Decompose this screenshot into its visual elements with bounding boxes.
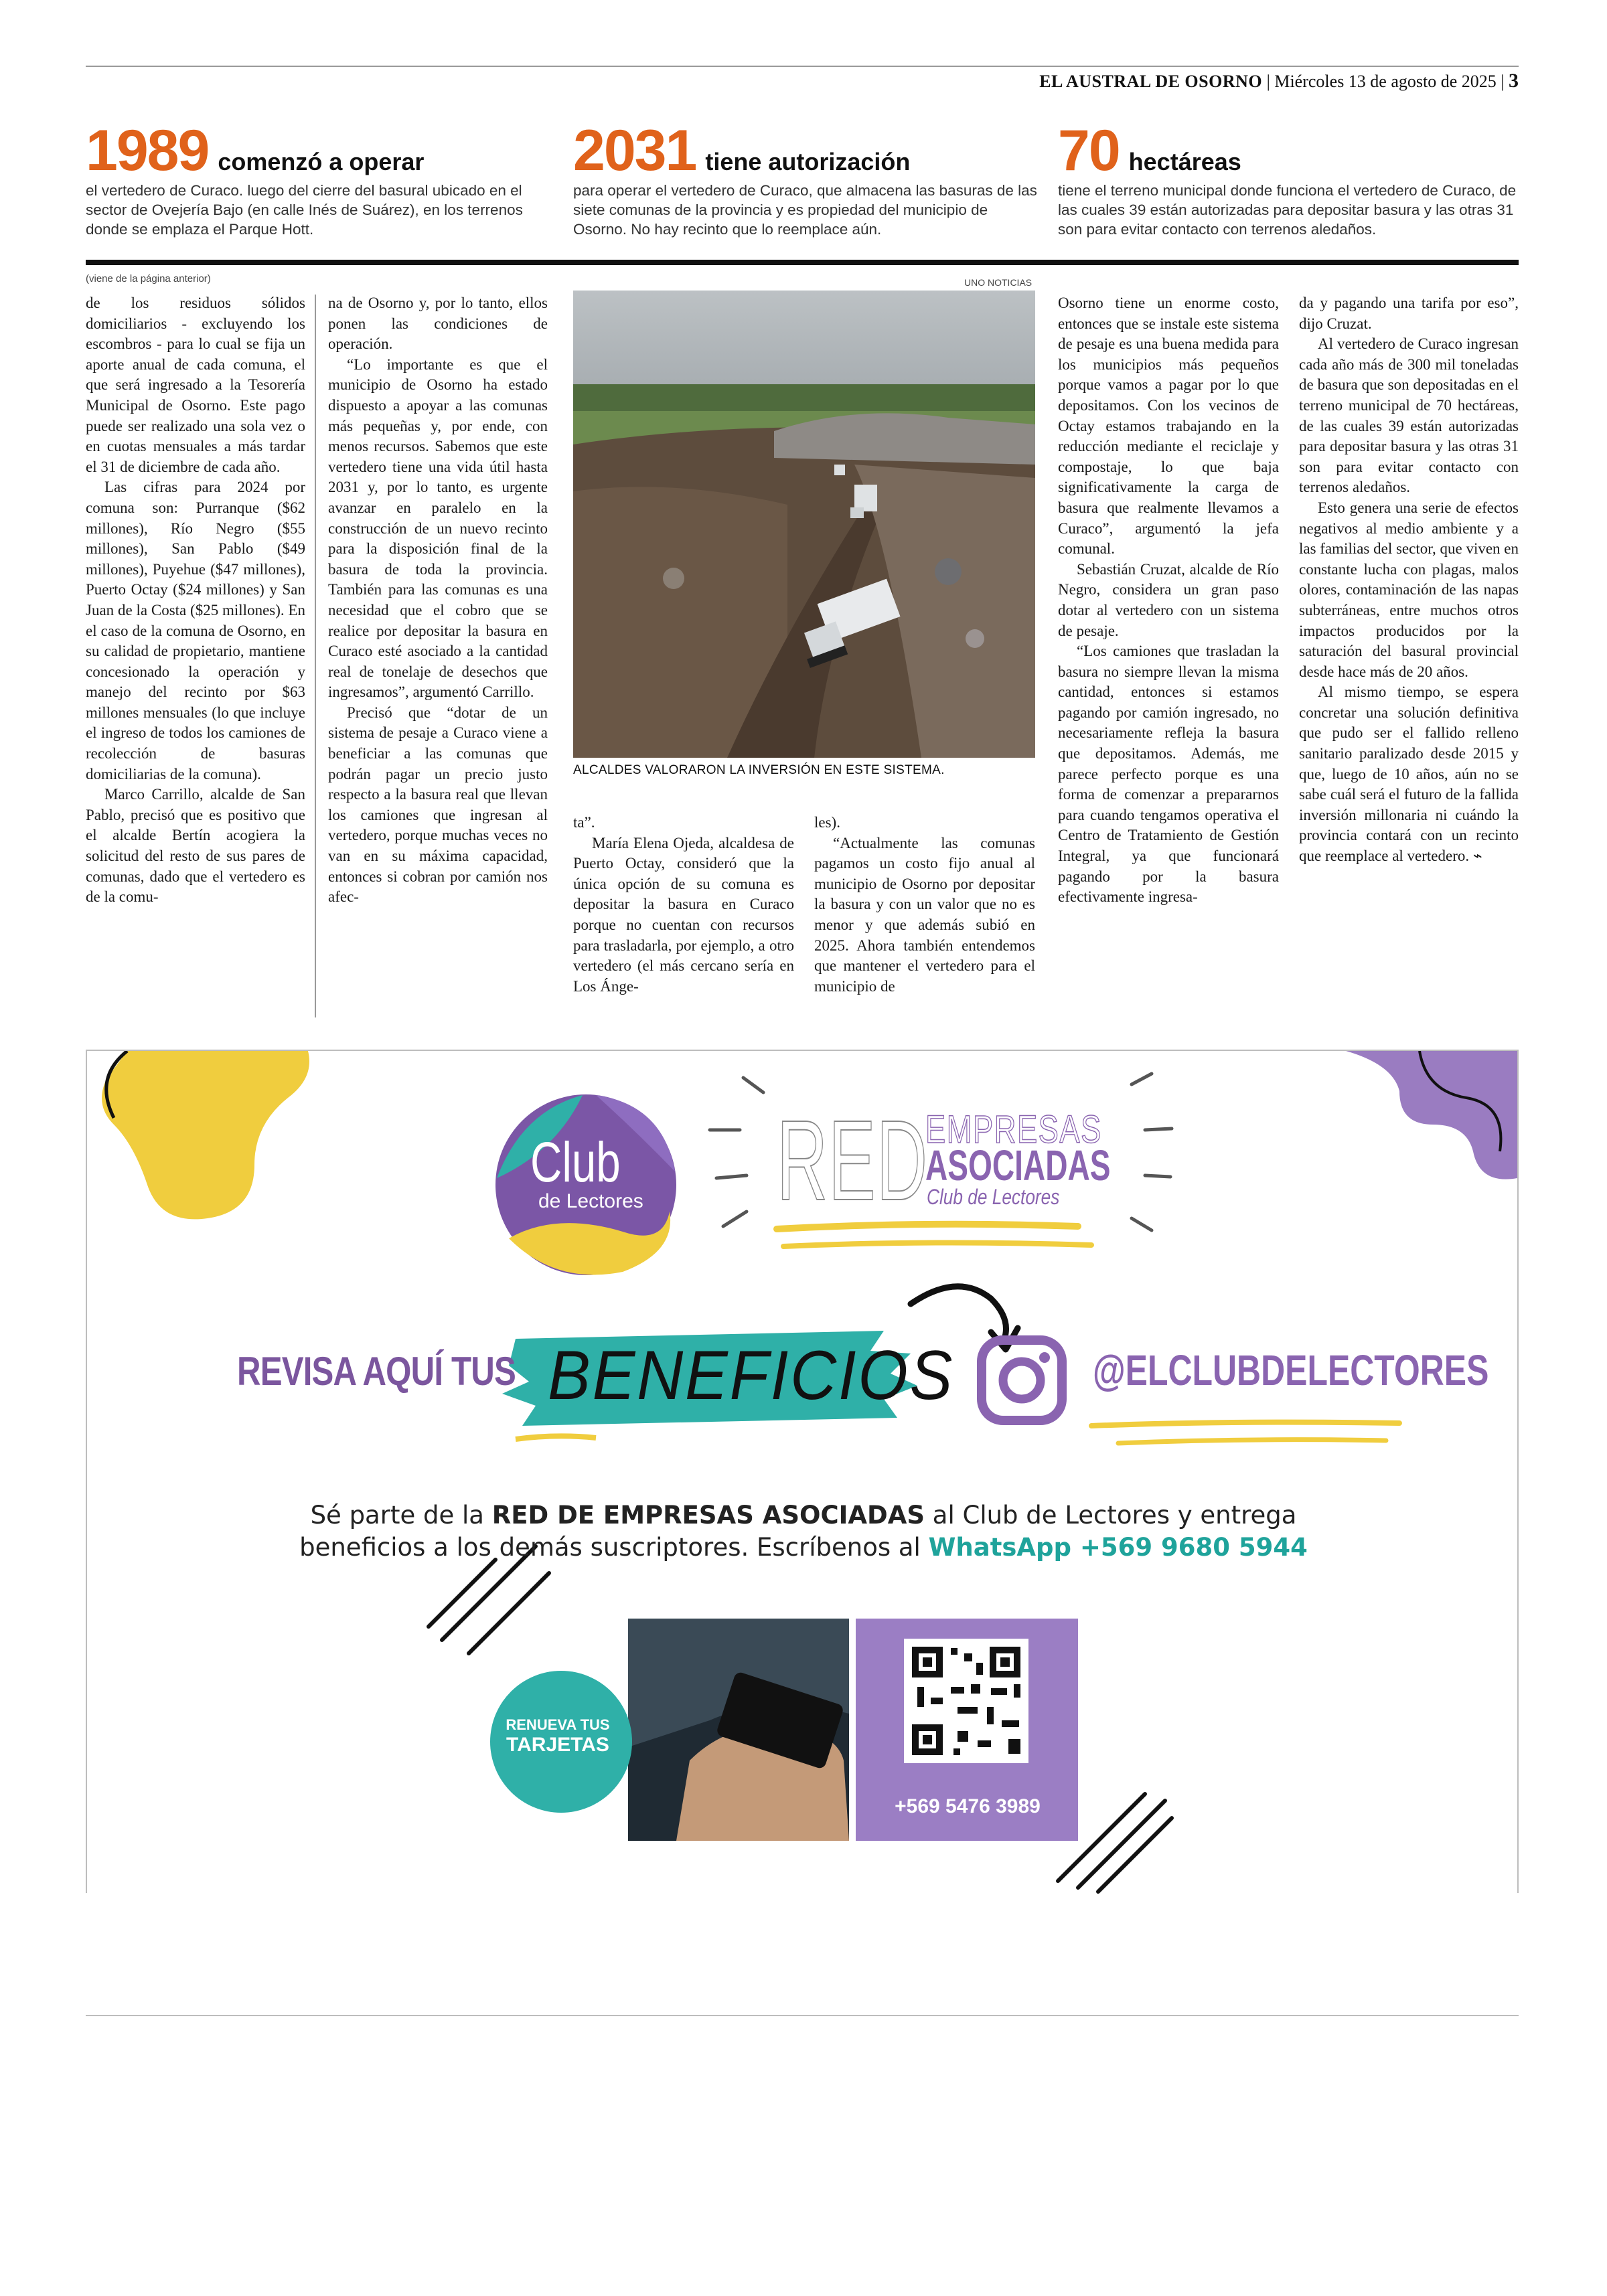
club-logo-title: Club xyxy=(530,1131,621,1194)
red-wordmark: RED xyxy=(777,1097,929,1224)
continued-note: (viene de la página anterior) xyxy=(86,273,211,284)
fact-2031 xyxy=(573,118,1042,239)
paragraph: na de Osorno y, por lo tanto, ellos ponen las condiciones de operación. xyxy=(328,295,548,353)
empresas-wordmark: EMPRESAS xyxy=(925,1108,1102,1151)
fact-1989 xyxy=(86,118,554,239)
instagram-icon xyxy=(982,1340,1062,1420)
publication-name: EL AUSTRAL DE OSORNO xyxy=(1039,72,1263,91)
purple-blob-icon xyxy=(1346,1051,1517,1179)
top-rule xyxy=(86,66,1519,67)
paragraph: ta”. xyxy=(573,814,595,831)
paragraph: Sebastián Cruzat, alcalde de Río Negro, considera un gran paso dotar al vertedero con un sistema de pesaje. xyxy=(1058,560,1279,639)
paragraph: María Elena Ojeda, alcaldesa de Puerto Octay, consideró que la única opción de su comuna es depositar la basura en Curaco porque no cuentan con recursos para trasladarla, por ejemplo, a otro vertedero (el más cercano sería en Los Ánge- xyxy=(573,834,794,995)
paragraph: Osorno tiene un enorme costo, entonces que se instale este sistema de pesaje es una buena medida para los municipios más pequeños porque vamos a pagar por lo que depositamos. Con los vecinos de Octay estamos trabajando en la reducción mediante el reciclaje y compostaje, lo que baja significativamente la carga de basura que realmente llevamos a Curaco”, argumentó la jefa comunal. xyxy=(1058,295,1279,558)
beneficios-text: BENEFICIOS xyxy=(548,1337,955,1414)
landfill-photo-illustration xyxy=(573,291,1035,758)
article-column-5 xyxy=(1299,293,1519,867)
article-column-1 xyxy=(86,293,305,908)
ad-frame-right xyxy=(1517,1050,1519,1893)
paragraph: Precisó que “dotar de un sistema de pesaje a Curaco viene a beneficiar a las comunas que podrán pagar un precio justo respecto a la basura real que llevan los camiones que ingresan al vertedero, porque muchas veces no van en su máxima capacidad, entonces si cobran por camión nos afec- xyxy=(328,704,548,906)
paragraph: da y pagando una tarifa por eso”, dijo Cruzat. xyxy=(1299,295,1519,332)
section-rule xyxy=(86,260,1519,265)
qr-phone-number[interactable]: +569 5476 3989 xyxy=(895,1795,1041,1817)
fact-description: el vertedero de Curaco. luego del cierre del basural ubicado en el sector de Ovejería Bajo (en calle Inés de Suárez), en los terrenos donde se emplaza el Parque Hott. xyxy=(86,182,523,238)
issue-date: Miércoles 13 de agosto de 2025 xyxy=(1274,72,1497,91)
end-mark-icon: ⌁ xyxy=(1472,847,1482,865)
article-column-4 xyxy=(1058,293,1279,908)
paragraph: Al vertedero de Curaco ingresan cada año más de 300 mil toneladas de basura que son depositadas en el terreno municipal de 70 hectáreas, de las cuales 39 están autorizadas para depositar basura y las otras 31 son para evitar contacto con terrenos aledaños. xyxy=(1299,335,1519,496)
article-column-3b xyxy=(814,813,1035,997)
renueva-badge-text xyxy=(487,1715,628,1755)
club-de-lectores-tagline: Club de Lectores xyxy=(927,1185,1060,1209)
paragraph: “Los camiones que trasladan la basura no siempre llevan la misma cantidad, entonces si estamos pagando por camión ingresado, no necesariamente refleja la basura que depositamos. Además, me parece perfecto porque es una forma de comenzar a prepararnos para cuando tengamos operativa el Centro de Tratamiento de Gestión Integral, ya que funcionará pagando por la basura efectivamente ingresa- xyxy=(1058,643,1279,906)
paragraph xyxy=(1299,682,1519,866)
fact-lead: comenzó a operar xyxy=(218,148,425,175)
tarjetas-label: TARJETAS xyxy=(506,1734,609,1756)
paragraph: Marco Carrillo, alcalde de San Pablo, precisó que es positivo que el alcalde Bertín acogiera la solicitud del resto de sus pares de comunas, dado que el vertedero es de la comu- xyxy=(86,786,305,906)
fact-lead: hectáreas xyxy=(1128,148,1241,175)
paragraph-text: Al mismo tiempo, se espera concretar una solución definitiva que pudo ser el fallido relleno sanitario paralizado desde 2015 y que, luego de 10 años, aún no se sabe cuál será el futuro de la fallida inversión millonaria ni cuándo la provincia contará con un recinto que reemplace al vertedero. xyxy=(1299,683,1519,865)
paragraph: “Lo importante es que el municipio de Osorno ha estado dispuesto a apoyar a las comunas más pequeñas y, por ende, con menos recursos. Sabemos que este vertedero tiene una vida útil hasta 2031 y, por lo tanto, es urgente avanzar en paralelo en la construcción de un nuevo recinto para la disposición final de la basura de toda la provincia. También para las comunas es una necesidad que el cobro que se realice por depositar la basura en Curaco esté asociado a la cantidad real de tonelaje de desechos que ingresamos”, argumentó Carrillo. xyxy=(328,355,548,701)
paragraph: Las cifras para 2024 por comuna son: Purranque ($62 millones), Río Negro ($55 millones), San Pablo ($49 millones), Puyehue ($47 millones), Puerto Octay ($24 millones) y San Juan de la Costa ($25 millones). En el caso de la comuna de Osorno, en su calidad de propietario, mantiene concesionado la operación y manejo del recinto por $63 millones mensuales (lo que incluye el ingreso de todos los camiones de recolección de basuras domiciliarias de la comuna). xyxy=(86,479,305,783)
fact-70 xyxy=(1058,118,1520,239)
ad-body-part: beneficios a los demás suscriptores. Escríbenos al xyxy=(299,1533,929,1562)
page-number: 3 xyxy=(1509,70,1519,92)
article-column-3a xyxy=(573,813,794,997)
masthead: EL AUSTRAL DE OSORNO | Miércoles 13 de agosto de 2025 | 3 xyxy=(1039,70,1519,92)
bottom-rule xyxy=(86,2015,1519,2016)
photo-caption: ALCALDES VALORARON LA INVERSIÓN EN ESTE SISTEMA. xyxy=(573,763,945,777)
whatsapp-link[interactable]: WhatsApp +569 9680 5944 xyxy=(928,1533,1308,1562)
fact-description: tiene el terreno municipal donde funciona el vertedero de Curaco, de las cuales 39 están autorizadas para depositar basura y las otras 31 son para evitar contacto con terrenos aledaños. xyxy=(1058,182,1517,238)
instagram-handle-link[interactable]: @ELCLUBDELECTORES xyxy=(1093,1346,1489,1394)
fact-number: 2031 xyxy=(573,118,696,183)
paragraph: “Actualmente las comunas pagamos un costo fijo anual al municipio de Osorno por depositar la basura y con un valor que no es menor y que además subió en 2025. Ahora también entendemos que mantener el vertedero para el municipio de xyxy=(814,834,1035,995)
yellow-blob-icon xyxy=(102,1051,309,1219)
ad-body-part: Sé parte de la xyxy=(310,1501,492,1530)
fact-number: 1989 xyxy=(86,118,209,183)
fact-number: 70 xyxy=(1058,118,1120,183)
fact-lead: tiene autorización xyxy=(705,148,911,175)
landfill-photo xyxy=(573,291,1035,758)
fact-description: para operar el vertedero de Curaco, que almacena las basuras de las siete comunas de la provincia y es propiedad del municipio de Osorno. No hay recinto que lo reemplace aún. xyxy=(573,182,1037,238)
article-column-2 xyxy=(328,293,548,908)
paragraph: les). xyxy=(814,814,840,831)
column-divider xyxy=(315,295,316,1017)
club-logo-subtitle: de Lectores xyxy=(538,1190,643,1212)
ad-body-text xyxy=(201,1499,1406,1564)
photo-credit: UNO NOTICIAS xyxy=(964,277,1032,288)
ad-body-part: al Club de Lectores y entrega xyxy=(925,1501,1297,1530)
paragraph: Esto genera una serie de efectos negativos al medio ambiente y a las familias del sector, que viven en constante lucha con plagas, malos olores, contaminación de las napas subterráneas, entre muchos otros impactos producidos por la saturación del basural provincial desde hace más de 20 años. xyxy=(1299,499,1519,680)
revisa-text: REVISA AQUÍ TUS xyxy=(237,1349,516,1394)
renueva-label: RENUEVA TUS xyxy=(506,1716,610,1733)
asociadas-wordmark: ASOCIADAS xyxy=(925,1141,1111,1190)
paragraph: de los residuos sólidos domiciliarios - excluyendo los escombros - para lo cual se fija un aporte anual de cada comuna, el que será ingresado a la Tesorería Municipal de Osorno. Este pago puede ser realizado una sola vez o en cuotas mensuales a más tardar el 31 de diciembre de cada año. xyxy=(86,295,305,475)
ad-body-bold: RED DE EMPRESAS ASOCIADAS xyxy=(491,1501,925,1530)
